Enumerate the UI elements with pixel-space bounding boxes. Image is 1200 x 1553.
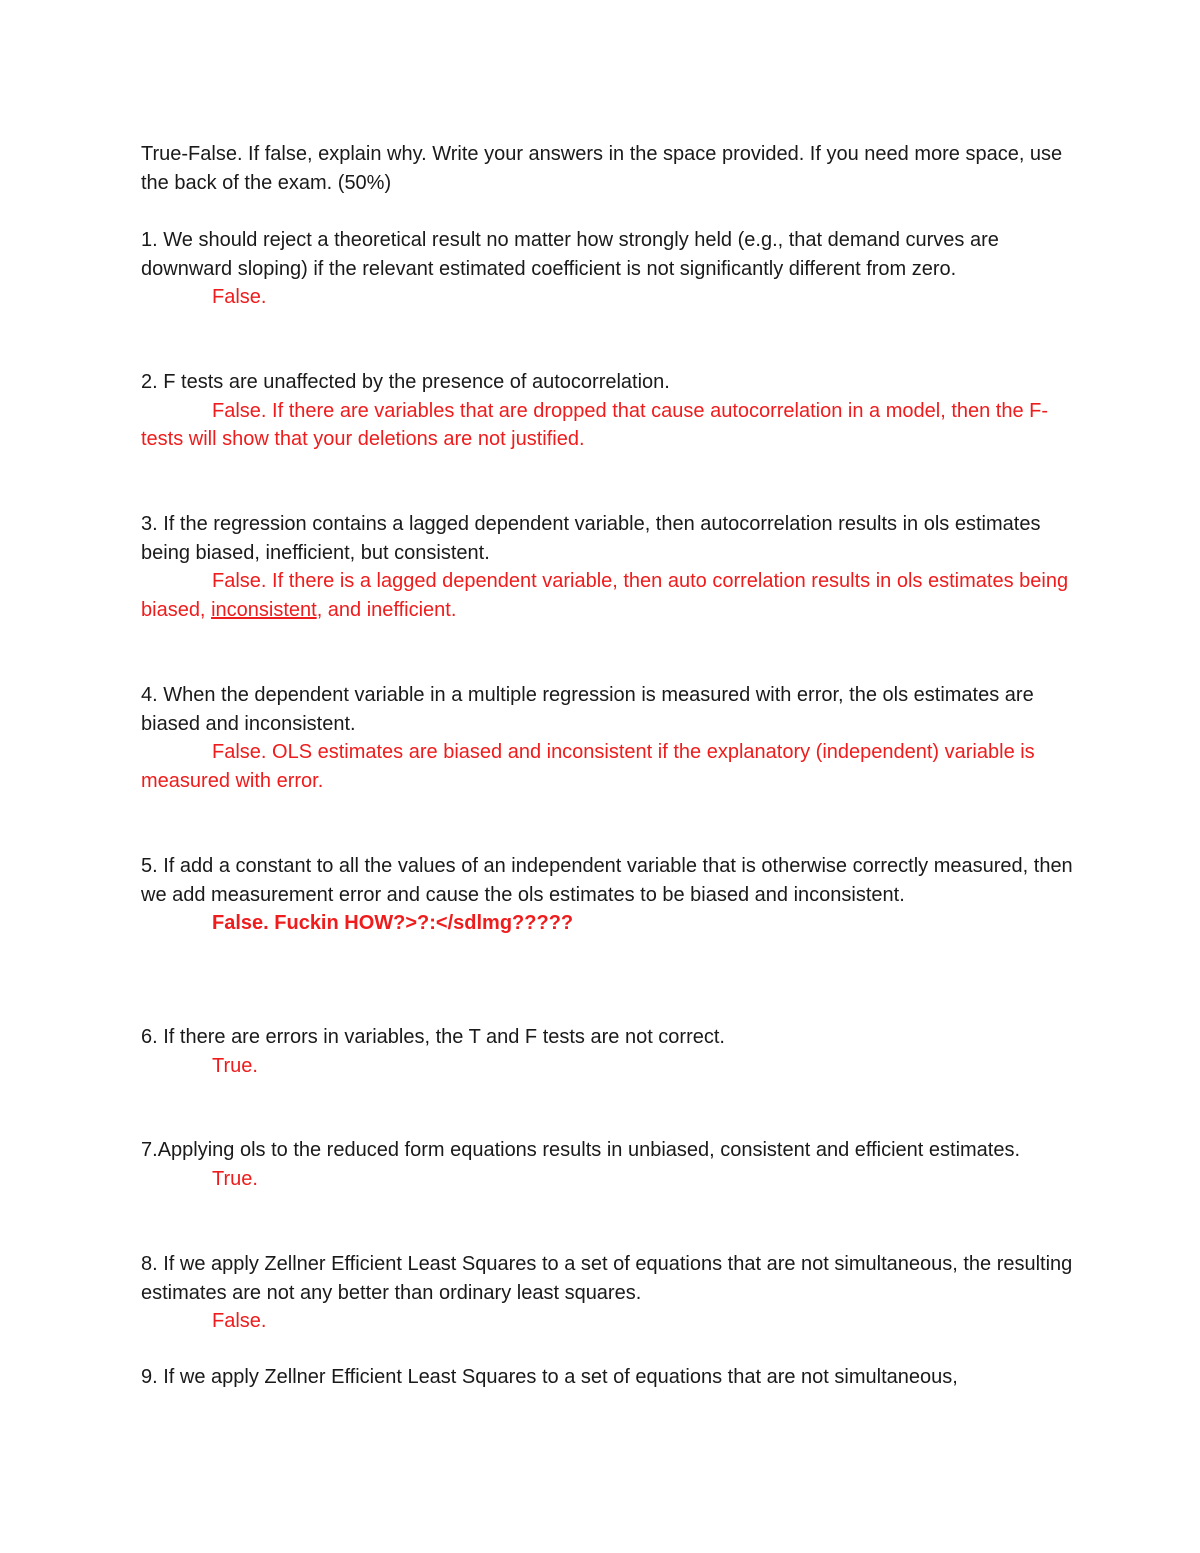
question-2 — [141, 368, 1076, 454]
answer-text: False. Fuckin HOW?>?:</sdlmg????? — [212, 912, 574, 934]
answer-part: , and inefficient. — [316, 598, 457, 621]
question-statement: If the regression contains a lagged dependent variable, then autocorrelation results in ols estimates being biased, inefficient, but consistent. — [141, 513, 1041, 564]
answer-text: False. If there are variables that are dropped that cause autocorrelation in a model, then the F-tests will show that your deletions are not justified. — [141, 399, 1049, 450]
answer-text: False. — [212, 286, 267, 308]
answer-text: True. — [212, 1167, 258, 1190]
question-number: 1. — [141, 229, 158, 251]
answer-text: False. — [212, 1310, 267, 1332]
answer-underlined-word: inconsistent — [211, 598, 317, 621]
question-4 — [141, 681, 1076, 795]
question-3 — [141, 510, 1076, 624]
answer-text: True. — [212, 1054, 258, 1077]
question-1 — [141, 226, 1076, 312]
question-statement: If we apply Zellner Efficient Least Squares to a set of equations that are not simultaneous, — [163, 1366, 958, 1388]
question-text — [141, 368, 1076, 397]
question-number: 2. — [141, 371, 158, 393]
question-6 — [141, 1023, 1076, 1080]
question-number: 3. — [141, 513, 158, 535]
question-number: 5. — [141, 855, 158, 877]
question-text — [141, 852, 1076, 909]
question-statement: If we apply Zellner Efficient Least Squares to a set of equations that are not simultaneous, the resulting estimates are not any better than ordinary least squares. — [141, 1253, 1073, 1304]
question-5 — [141, 852, 1076, 938]
question-statement: We should reject a theoretical result no matter how strongly held (e.g., that demand curves are downward sloping) if the relevant estimated coefficient is not significantly different from zero. — [141, 229, 999, 280]
question-number: 9. — [141, 1366, 158, 1388]
question-number: 4. — [141, 684, 158, 706]
question-number: 8. — [141, 1253, 158, 1275]
question-number: 6. — [141, 1026, 158, 1048]
question-statement: F tests are unaffected by the presence of autocorrelation. — [163, 371, 670, 393]
question-statement: If there are errors in variables, the T and F tests are not correct. — [163, 1026, 725, 1048]
question-statement: Applying ols to the reduced form equations results in unbiased, consistent and efficient estimates. — [157, 1139, 1021, 1161]
answer-text — [141, 567, 1076, 624]
question-text — [141, 1250, 1076, 1307]
question-text — [141, 510, 1076, 567]
question-text — [141, 681, 1076, 738]
question-text — [141, 1363, 1076, 1392]
answer-text: False. OLS estimates are biased and inconsistent if the explanatory (independent) variable is measured with error. — [141, 741, 1035, 792]
question-9 — [141, 1363, 1076, 1392]
question-text — [141, 1023, 1076, 1052]
question-statement: If add a constant to all the values of an independent variable that is otherwise correctly measured, then we add measurement error and cause the ols estimates to be biased and inconsistent. — [141, 855, 1073, 906]
question-7 — [141, 1136, 1076, 1193]
intro-text: True-False. If false, explain why. Write your answers in the space provided. If you need more space, use the back of the exam. (50%) — [141, 143, 1063, 194]
question-8 — [141, 1250, 1076, 1336]
question-statement: When the dependent variable in a multiple regression is measured with error, the ols estimates are biased and inconsistent. — [141, 684, 1034, 735]
question-text — [141, 226, 1076, 283]
question-text — [141, 1136, 1076, 1165]
intro-block — [141, 140, 1076, 197]
answer-part: False. If there is a lagged dependent variable, then auto correlation results in ols estimates being biased, — [141, 570, 1069, 621]
question-number: 7. — [141, 1139, 158, 1161]
